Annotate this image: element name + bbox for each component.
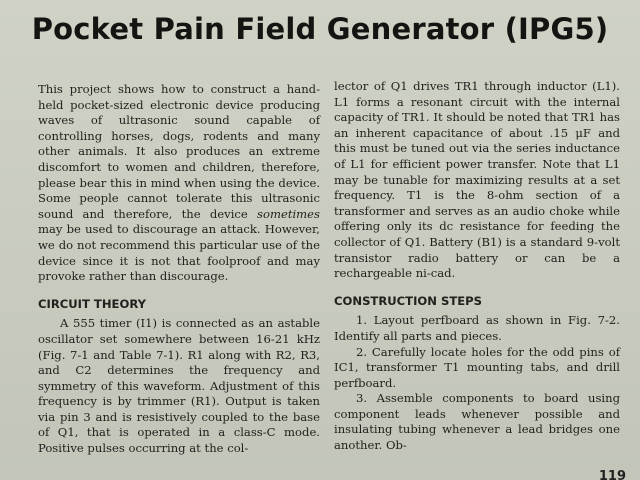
circuit-theory-heading: CIRCUIT THEORY <box>38 296 147 311</box>
circuit-continuation-paragraph: lector of Q1 drives TR1 through inductor (L1). L1 forms a resonant circuit with the internal capacity of TR1. It should be noted that TR1 has an inherent capacitance of about .15 μF and this must be tuned out via the series inductance of L1 for efficient power transfer. Note that L1 may be tunable for maximizing results at a set frequency. T1 is the 8-ohm section of a transformer and serves as an audio choke while offering only its dc resistance for feeding the collector of Q1. Battery (B1) is a standard 9-volt transistor radio battery or can be a rechargeable ni-cad. <box>334 79 620 281</box>
intro-emphasis: sometimes <box>257 206 320 221</box>
construction-step-2: 2. Carefully locate holes for the odd pins of IC1, transformer T1 mounting tabs, and drill perfboard. <box>334 344 620 390</box>
construction-steps-heading: CONSTRUCTION STEPS <box>334 293 483 308</box>
construction-step-1: 1. Layout perfboard as shown in Fig. 7-2. Identify all parts and pieces. <box>334 313 620 343</box>
right-column <box>334 79 620 454</box>
intro-paragraph <box>38 82 320 285</box>
construction-step-3: 3. Assemble components to board using component leads whenever possible and insulating tubing whenever a lead bridges one another. Ob- <box>334 391 620 453</box>
circuit-theory-paragraph: A 555 timer (I1) is connected as an astable oscillator set somewhere between 16-21 kHz (Fig. 7-1 and Table 7-1). R1 along with R2, R3, and C2 determines the frequency and symmetry of this waveform. Adjustment of this frequency is by trimmer (R1). Output is taken via pin 3 and is resistively coupled to the base of Q1, that is operated in a class-C mode. Positive pulses occurring at the col- <box>38 316 320 456</box>
page-number: 119 <box>598 469 626 480</box>
intro-text-part2: may be used to discourage an attack. However, we do not recommend this particular use of the device since it is not that foolproof and may provoke rather than discourage. <box>38 222 320 284</box>
left-column <box>38 82 320 457</box>
page-title: Pocket Pain Field Generator (IPG5) <box>31 12 609 46</box>
intro-text-part1: This project shows how to construct a hand-held pocket-sized electronic device producing waves of ultrasonic sound capable of controlling horses, dogs, rodents and many other animals. It also produces an extreme discomfort to women and children, therefore, please bear this in mind when using the device. Some people cannot tolerate this ultrasonic sound and therefore, the device <box>38 82 320 221</box>
